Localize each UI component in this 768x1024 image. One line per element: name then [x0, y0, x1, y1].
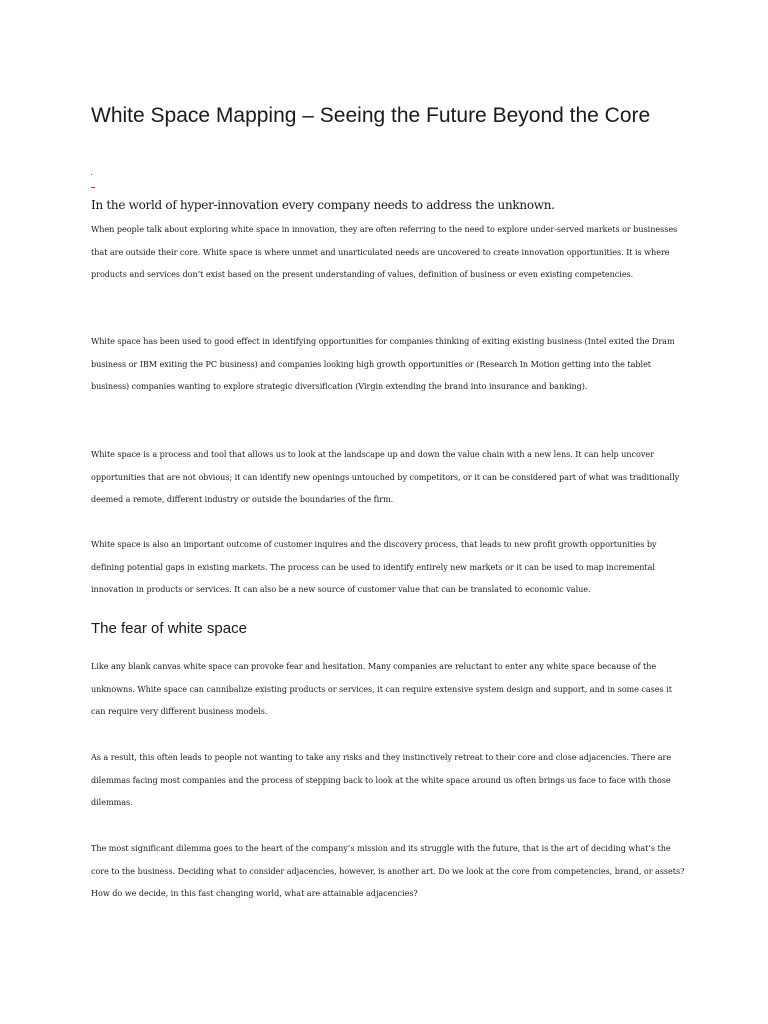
paragraph: White space has been used to good effect in identifying opportunities for companies thinking of exiting existing business (Intel exited the Dram business or IBM exiting the PC business) and companies looking high growth opportunities or (Research In Motion getting into the tablet business) companies wanting to explore strategic diversification (Virgin extending the brand into insurance and banking). [91, 336, 675, 392]
paragraph: The most significant dilemma goes to the heart of the company’s mission and its struggle with the future, that is the art of deciding what’s the core to the business. Deciding what to consider adjacencies, however, is another art. Do we look at the core from competencies, brand, or assets? How do we decide, in this fast changing world, what are attainable adjacencies? [91, 843, 685, 899]
paragraph: When people talk about exploring white space in innovation, they are often referring to the need to explore under-served markets or businesses that are outside their core. White space is where unmet and unarticulated needs are uncovered to create innovation opportunities. It is where products and services don’t exist based on the present understanding of values, definition of business or even existing competencies. [91, 224, 678, 280]
paragraph: As a result, this often leads to people not wanting to take any risks and they instinctively retreat to their core and close adjacencies. There are dilemmas facing most companies and the process of stepping back to look at the white space around us often brings us face to face with those dilemmas. [91, 752, 672, 808]
link-marker-underline [91, 187, 95, 188]
paragraph: Like any blank canvas white space can provoke fear and hesitation. Many companies are reluctant to enter any white space because of the unknowns. White space can cannibalize existing products or services, it can require extensive system design and support, and in some cases it can require very different business models. [91, 661, 672, 717]
document-title: White Space Mapping – Seeing the Future Beyond the Core [91, 104, 651, 127]
paragraph: White space is a process and tool that allows us to look at the landscape up and down the value chain with a new lens. It can help uncover opportunities that are not obvious; it can identify new openings untouched by competitors, or it can be considered part of what was traditionally deemed a remote, different industry or outside the boundaries of the firm. [91, 449, 680, 505]
intro-line: In the world of hyper-innovation every company needs to address the unknown. [91, 198, 555, 212]
section-heading: The fear of white space [91, 620, 247, 637]
paragraph: White space is also an important outcome of customer inquires and the discovery process, that leads to new profit growth opportunities by defining potential gaps in existing markets. The process can be used to identify entirely new markets or it can be used to map incremental innovation in products or services. It can also be a new source of customer value that can be translated to economic value. [91, 539, 657, 595]
link-marker [91, 174, 92, 175]
